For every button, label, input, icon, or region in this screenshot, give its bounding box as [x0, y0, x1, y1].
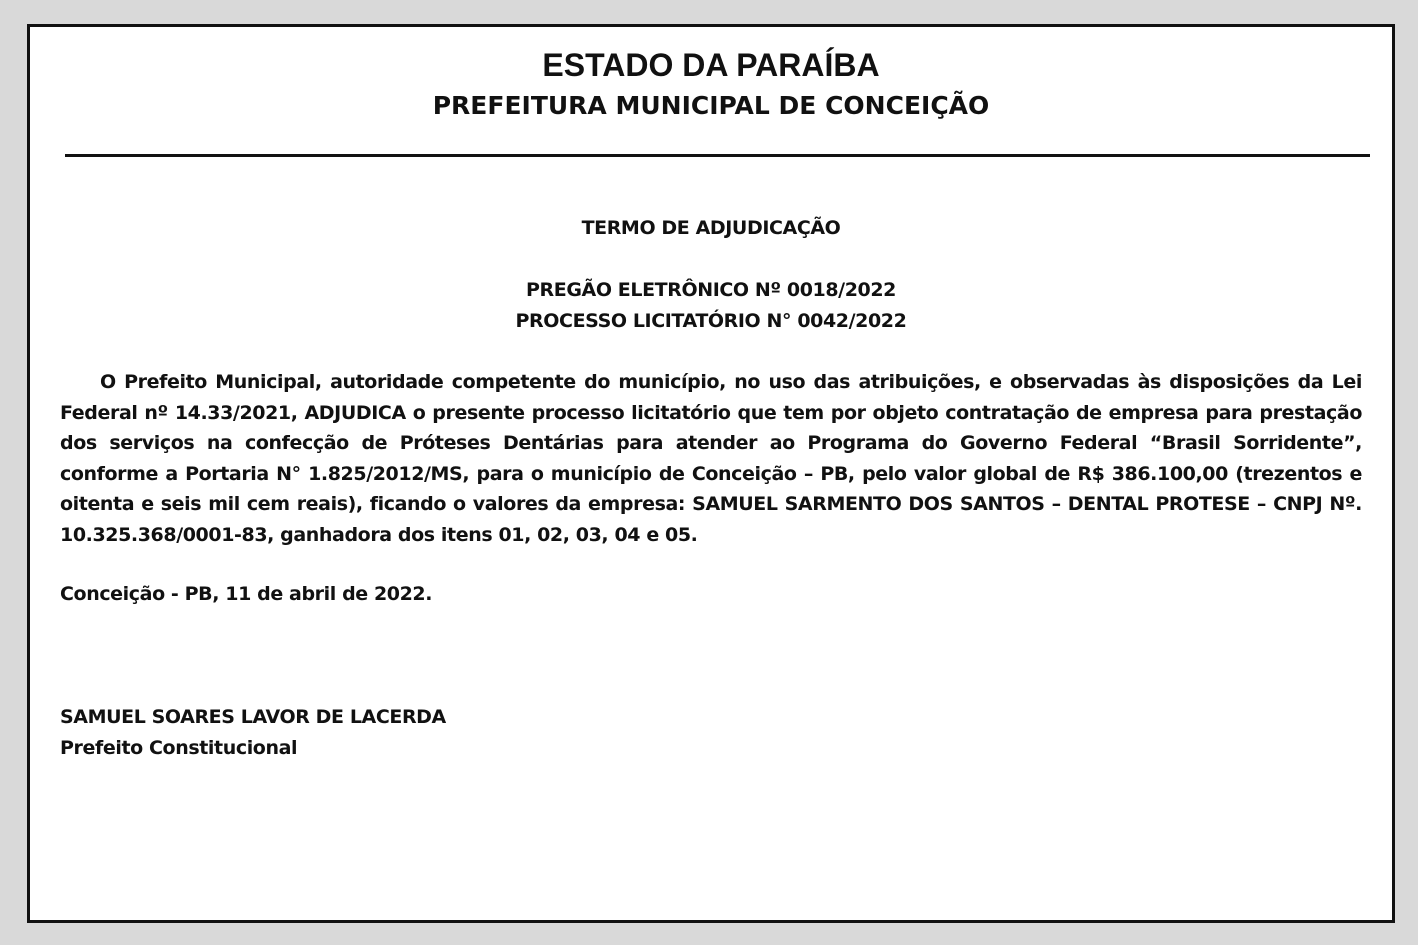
pregao-number: PREGÃO ELETRÔNICO Nº 0018/2022: [525, 279, 897, 301]
processo-number: PROCESSO LICITATÓRIO N° 0042/2022: [515, 310, 907, 332]
place-date: Conceição - PB, 11 de abril de 2022.: [60, 583, 433, 605]
body-paragraph: O Prefeito Municipal, autoridade competente do município, no uso das atribuições, e observadas às disposições da Lei Federal nº 14.33/2021, ADJUDICA o presente processo licitatório que tem por objeto contratação de empresa para prestação dos serviços na confecção de Próteses Dentárias para atender ao Programa do Governo Federal “Brasil Sorridente”, conforme a Portaria N° 1.825/2012/MS, para o município de Conceição – PB, pelo valor global de R$ 386.100,00 (trezentos e oitenta e seis mil cem reais), ficando o valores da empresa: SAMUEL SARMENTO DOS SANTOS – DENTAL PROTESE – CNPJ Nº. 10.325.368/0001-83, ganhadora dos itens 01, 02, 03, 04 e 05.: [60, 371, 1362, 546]
signatory-name: SAMUEL SOARES LAVOR DE LACERDA: [60, 706, 446, 728]
document-title: TERMO DE ADJUDICAÇÃO: [581, 217, 841, 239]
signatory-role: Prefeito Constitucional: [60, 737, 298, 759]
municipality-title: PREFEITURA MUNICIPAL DE CONCEIÇÃO: [432, 91, 990, 120]
state-title: ESTADO DA PARAÍBA: [542, 47, 880, 83]
header-divider: [65, 154, 1370, 157]
document-frame: [27, 24, 1395, 923]
